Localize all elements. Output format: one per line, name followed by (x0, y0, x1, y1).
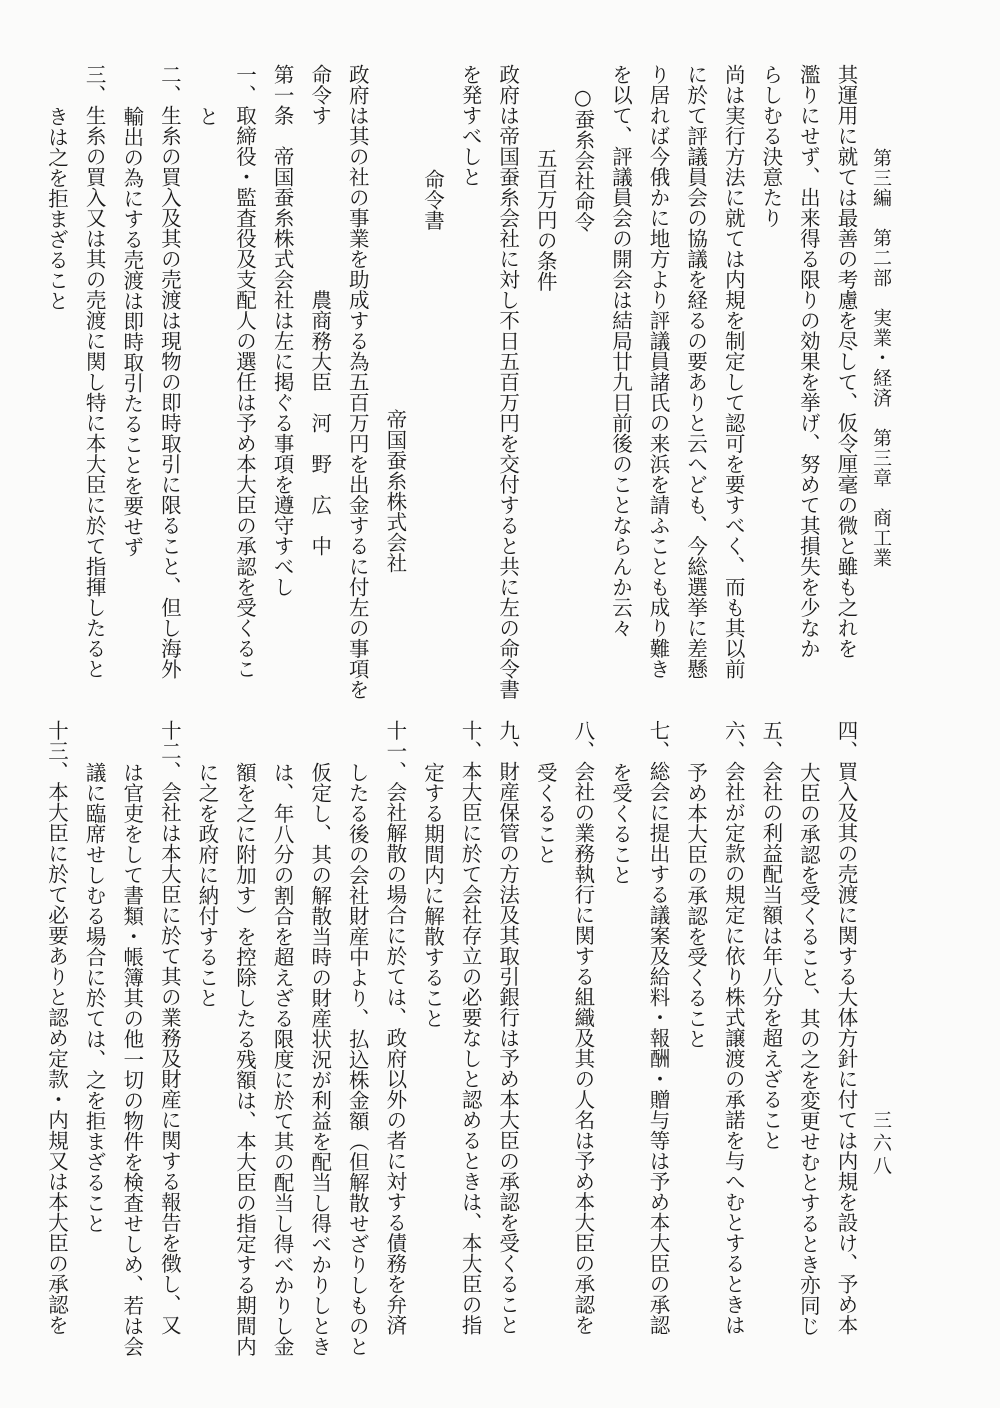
addressee: 帝国蚕糸株式会社 (382, 409, 407, 573)
text-line: 四、買入及其の売渡に関する大体方針に付ては内規を設け、予め本 (834, 720, 858, 1335)
text-line: 一、取締役・監査役及支配人の選任は予め本大臣の承認を受くるこ (232, 64, 257, 679)
text-line: 大臣の承認を受くること、其の之を変更せむとするとき亦同じ (796, 762, 821, 1336)
text-line: 七、総会に提出する議案及給料・報酬・贈与等は予め本大臣の承認 (646, 720, 671, 1335)
text-line: 定する期間内に解散すること (420, 762, 445, 1029)
text-line: 二、生糸の買入及其の売渡は現物の即時取引に限ること、但し海外 (157, 64, 182, 679)
article-line: 第一条 帝国蚕糸株式会社は左に掲ぐる事項を遵守すべし (270, 64, 295, 597)
text-line: したる後の会社財産中より、払込株金額（但解散せざりしものと (345, 762, 370, 1357)
text-line: きは之を拒まざること (44, 106, 69, 311)
text-line: 濫りにせず、出来得る限りの効果を挙げ、努めて其損失を少なか (796, 64, 821, 659)
text-line: 政府は帝国蚕糸会社に対し不日五百万円を交付すると共に左の命令書 (495, 64, 520, 700)
text-line: を発すべしと (458, 64, 483, 187)
text-line: らしむる決意たり (758, 64, 783, 228)
text-line: と (194, 106, 219, 127)
text-line: 五、会社の利益配当額は年八分を超えざること (758, 720, 783, 1151)
text-line: 六、会社が定款の規定に依り株式譲渡の承諾を与へむとするときは (721, 720, 746, 1335)
text-line: に於て評議員会の協議を経るの要ありと云へども、今総選挙に差懸 (683, 64, 708, 679)
running-head: 第三編 第二部 実業・経済 第三章 商工業 (870, 148, 892, 568)
text-line: を以て、評議員会の開会は結局廿九日前後のことならんか云々 (608, 64, 633, 638)
text-line: 命令す 農商務大臣 河 野 広 中 (307, 64, 332, 556)
text-line: 輸出の為にする売渡は即時取引たることを要せず (119, 106, 144, 557)
text-line: 政府は其の社の事業を助成する為五百万円を出金するに付左の事項を (345, 64, 370, 700)
text-line: 三、生糸の買入又は其の売渡に関し特に本大臣に於て指揮したると (82, 64, 107, 679)
page-number: 三六八 (870, 1110, 892, 1179)
section-subheading: 五百万円の条件 (533, 148, 558, 292)
text-line: は官吏をして書類・帳簿其の他一切の物件を検査せしめ、若は会 (119, 762, 144, 1357)
text-line: 仮定し、其の解散当時の財産状況が利益を配当し得べかりしとき (307, 762, 332, 1357)
text-line: 受くること (533, 762, 558, 865)
text-line: り居れば今俄かに地方より評議員諸氏の来浜を請ふことも成り難き (646, 64, 671, 679)
text-line: 十三、本大臣に於て必要ありと認め定款・内規又は本大臣の承認を (44, 720, 69, 1335)
text-line: 九、財産保管の方法及其取引銀行は予め本大臣の承認を受くること (495, 720, 520, 1335)
section-heading: ○蚕糸会社命令 (570, 85, 595, 232)
lower-text-block (44, 720, 864, 1360)
text-line: 十一、会社解散の場合に於ては、政府以外の者に対する債務を弁済 (382, 720, 407, 1335)
text-line: を受くること (608, 762, 633, 885)
text-line: 十、本大臣に於て会社存立の必要なしと認めるときは、本大臣の指 (458, 720, 483, 1335)
upper-text-block (44, 64, 864, 700)
text-line: 額を之に附加す）を控除したる残額は、本大臣の指定する期間内 (232, 762, 257, 1357)
text-line: に之を政府に納付すること (194, 762, 219, 1008)
text-line: 議に臨席せしむる場合に於ては、之を拒まざること (82, 762, 107, 1234)
text-line: 其運用に就ては最善の考慮を尽して、仮令厘毫の微と雖も之れを (834, 64, 858, 659)
order-title: 命令書 (420, 169, 445, 231)
text-line: 予め本大臣の承認を受くること (683, 762, 708, 1049)
text-line: 尚は実行方法に就ては内規を制定して認可を要すべく、而も其以前 (721, 64, 746, 679)
text-line: 十二、会社は本大臣に於て其の業務及財産に関する報告を徴し、又 (157, 720, 182, 1335)
text-line: は、年八分の割合を超えざる限度に於て其の配当し得べかりし金 (270, 762, 295, 1357)
text-line: 八、会社の業務執行に関する組織及其の人名は予め本大臣の承認を (570, 720, 595, 1335)
